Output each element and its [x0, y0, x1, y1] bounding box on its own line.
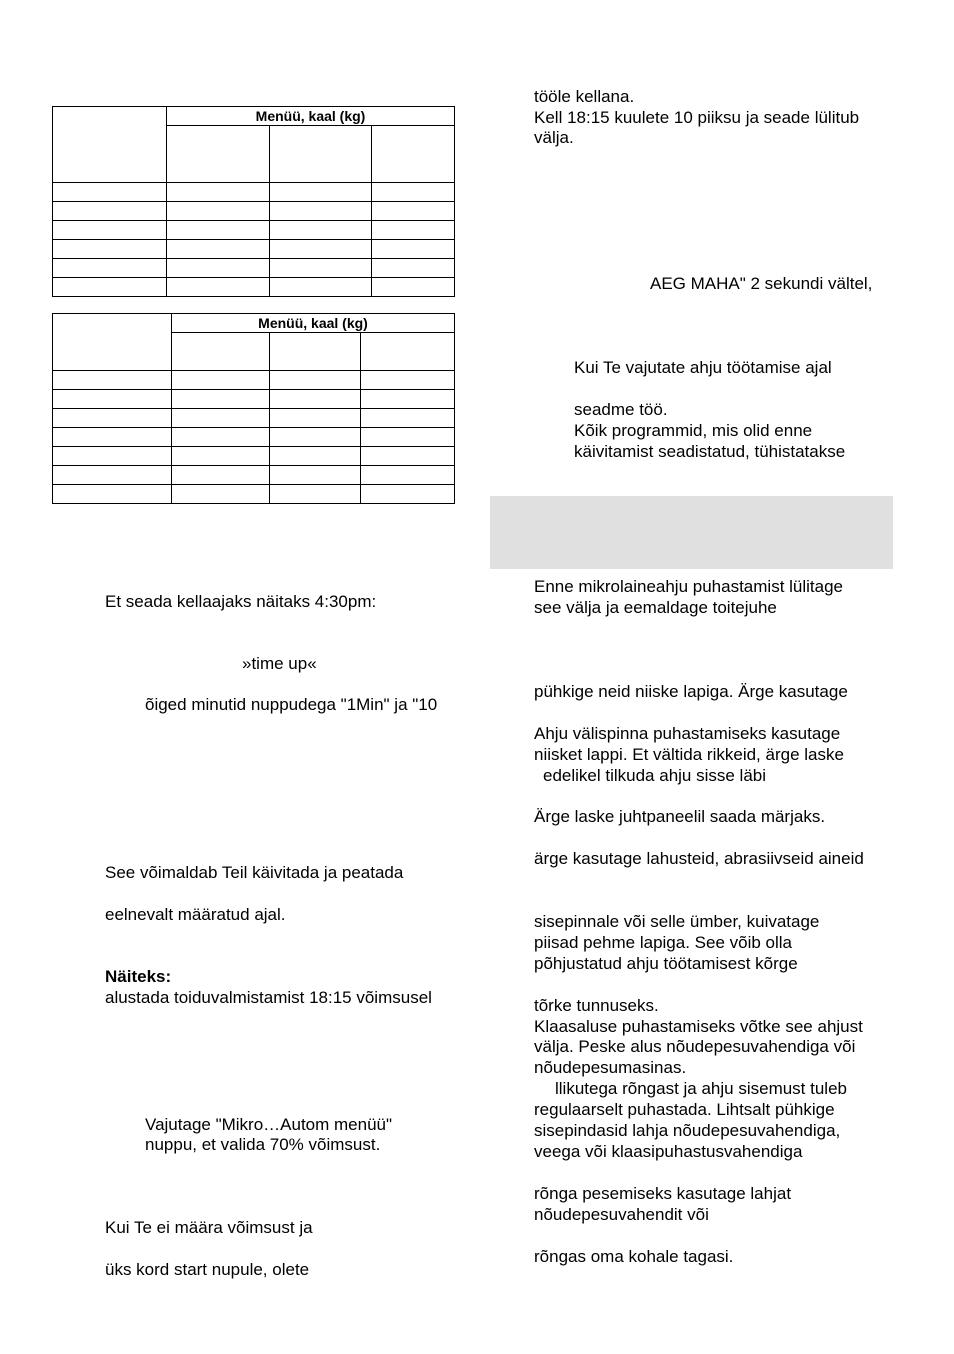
cleaning-text-18: rõnga pesemiseks kasutage lahjat [534, 1184, 792, 1203]
cleaning-intro-line-1: Enne mikrolaineahju puhastamist lülitage [534, 577, 844, 596]
cleaning-text-4: edelikel tilkuda ahju sisse läbi [543, 766, 767, 785]
time-up-label: »time up« [242, 654, 317, 673]
cleaning-text-9: põhjustatud ahju töötamisest kõrge [534, 954, 798, 973]
cancel-note-line-2: seadme töö. [574, 400, 668, 419]
cleaning-text-14: llikutega rõngast ja ahju sisemust tuleb [555, 1079, 847, 1098]
cleaning-text-16: sisepindasid lahja nõudepesuvahendiga, [534, 1121, 841, 1140]
table-row [53, 447, 455, 466]
timer-description-line-2: eelnevalt määratud ajal. [105, 905, 286, 924]
table-row [53, 240, 455, 259]
table-row [53, 466, 455, 485]
cleaning-text-10: tõrke tunnuseks. [534, 996, 659, 1015]
example-text: alustada toiduvalmistamist 18:15 võimsusel [105, 988, 432, 1007]
cleaning-text-1: pühkige neid niiske lapiga. Ärge kasutage [534, 682, 848, 701]
cleaning-text-6: ärge kasutage lahusteid, abrasiivseid aineid [534, 849, 864, 868]
cleaning-text-12: välja. Peske alus nõudepesuvahendiga või [534, 1037, 856, 1056]
table-row [53, 485, 455, 504]
no-power-note-line-2: üks kord start nupule, olete [105, 1260, 310, 1279]
cleaning-text-19: nõudepesuvahendit või [534, 1205, 709, 1224]
table-row [53, 183, 455, 202]
cleaning-text-20: rõngas oma kohale tagasi. [534, 1247, 734, 1266]
clock-note-line-3: välja. [534, 128, 574, 147]
countdown-note: AEG MAHA" 2 sekundi vältel, [650, 274, 873, 293]
clock-note-line-1: tööle kellana. [534, 87, 635, 106]
cleaning-text-2: Ahju välispinna puhastamiseks kasutage [534, 724, 841, 743]
table-cell [372, 126, 455, 183]
timer-description-line-1: See võimaldab Teil käivitada ja peatada [105, 863, 404, 882]
table-cell [270, 333, 361, 371]
no-power-note-line-1: Kui Te ei määra võimsust ja [105, 1218, 313, 1237]
table-cell [361, 333, 455, 371]
cleaning-text-17: veega või klaasipuhastusvahendiga [534, 1142, 803, 1161]
cleaning-text-13: nõudepesumasinas. [534, 1058, 687, 1077]
cancel-note-line-1: Kui Te vajutate ahju töötamise ajal [574, 358, 832, 377]
clock-note-line-2: Kell 18:15 kuulete 10 piiksu ja seade lülitub [534, 108, 860, 127]
power-instruction-line-1: Vajutage "Mikro…Autom menüü" [145, 1115, 393, 1134]
cancel-note-line-3: Kõik programmid, mis olid enne [574, 421, 813, 440]
table-cell [167, 126, 270, 183]
menu-weight-table-1 [52, 106, 455, 297]
example-heading: Näiteks: [105, 967, 172, 986]
table-1-corner-cell [53, 107, 167, 183]
cleaning-text-5: Ärge laske juhtpaneelil saada märjaks. [534, 807, 826, 826]
clock-setting-intro: Et seada kellaajaks näitaks 4:30pm: [105, 592, 377, 611]
table-row [53, 390, 455, 409]
cleaning-text-15: regulaarselt puhastada. Lihtsalt pühkige [534, 1100, 835, 1119]
power-instruction-line-2: nuppu, et valida 70% võimsust. [145, 1135, 381, 1154]
table-2-header: Menüü, kaal (kg) [172, 314, 455, 333]
table-1-header: Menüü, kaal (kg) [167, 107, 455, 126]
section-heading-bar [490, 496, 893, 569]
table-row [53, 278, 455, 297]
cleaning-intro-line-2: see välja ja eemaldage toitejuhe [534, 598, 777, 617]
cleaning-text-7: sisepinnale või selle ümber, kuivatage [534, 912, 820, 931]
table-row [53, 428, 455, 447]
menu-weight-table-2 [52, 313, 455, 504]
table-cell [270, 126, 372, 183]
table-cell [172, 333, 270, 371]
table-row [53, 202, 455, 221]
table-2-corner-cell [53, 314, 172, 371]
minutes-instruction: õiged minutid nuppudega "1Min" ja "10 [145, 695, 438, 714]
cleaning-text-8: piisad pehme lapiga. See võib olla [534, 933, 793, 952]
table-row [53, 259, 455, 278]
cleaning-text-3: niisket lappi. Et vältida rikkeid, ärge laske [534, 745, 844, 764]
table-row [53, 371, 455, 390]
table-row [53, 409, 455, 428]
cancel-note-line-4: käivitamist seadistatud, tühistatakse [574, 442, 846, 461]
table-row [53, 221, 455, 240]
cleaning-text-11: Klaasaluse puhastamiseks võtke see ahjust [534, 1017, 863, 1036]
